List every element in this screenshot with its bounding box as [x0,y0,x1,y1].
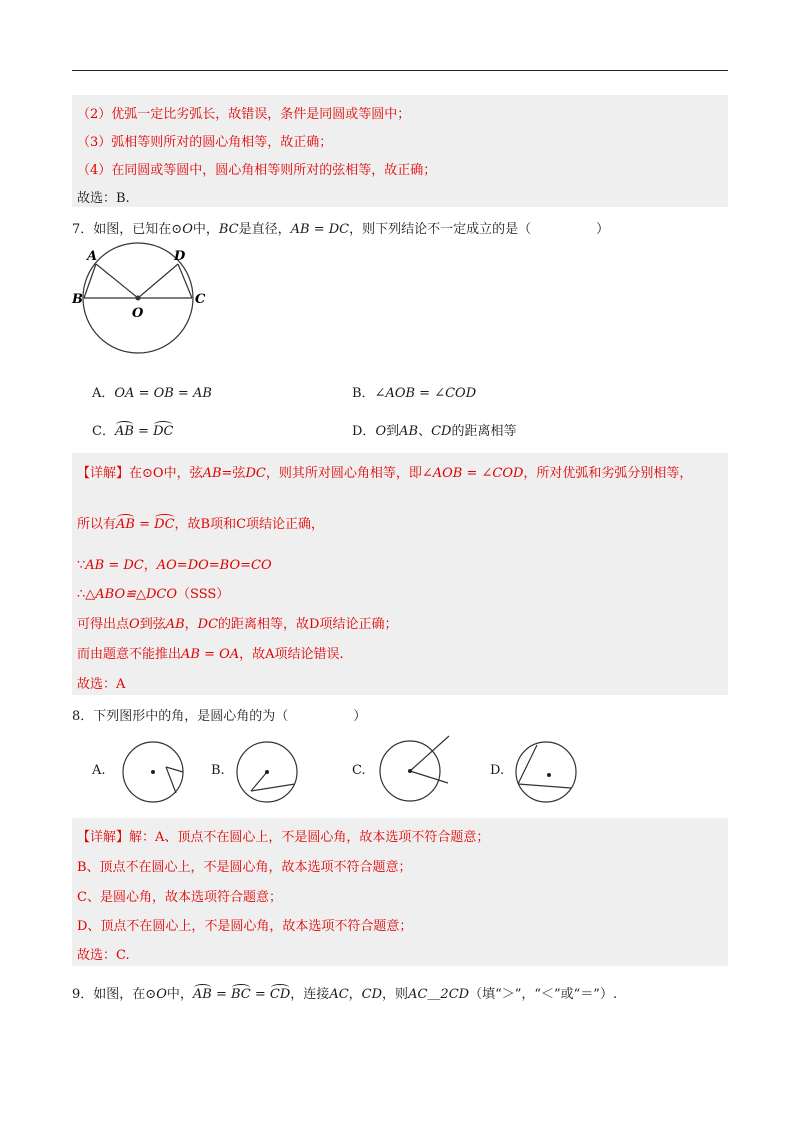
q8-option-b-label[interactable]: B. [211,763,225,778]
solution-line: ∴△ABO≌△DCO（SSS） [77,587,230,602]
center-point [136,296,141,301]
solution-block-q6 [72,95,728,207]
question-number: 7． [72,222,94,237]
label-b: B [72,292,83,307]
q7-circle-figure [70,240,220,360]
q8-option-c-label[interactable]: C. [352,763,366,778]
solution-block-q7 [72,453,728,695]
q7-option-a[interactable]: A．OA = OB = AB [92,386,212,401]
question-9: 9．如图，在⊙O中，AB = BC = CD，连接AC，CD，则AC＿2CD（填“＞”，“＜”或“＝”）. [72,987,618,1002]
question-8: 8．下列图形中的角，是圆心角的为（ ） [72,709,367,724]
solution-line: C、是圆心角，故本选项符合题意； [77,890,282,905]
question-number: 9． [72,987,94,1002]
solution-line: 【详解】解：A、顶点不在圆心上，不是圆心角，故本选项不符合题意； [77,830,490,845]
q8-option-a-label[interactable]: A. [92,763,106,778]
label-a: A [87,249,98,264]
solution-line: 可得出点O到弦AB，DC的距离相等，故D项结论正确； [77,617,398,632]
q8-option-c-figure[interactable] [376,733,466,809]
segment-ao [96,264,138,298]
circle-symbol: ⊙O [171,222,193,237]
answer-line: 故选：A [77,677,126,692]
solution-line: ∵AB = DC，AO=DO=BO=CO [77,558,272,573]
header-rule [72,70,728,71]
answer-line: 故选：C. [77,948,130,963]
q8-option-b-figure[interactable] [234,739,304,809]
q7-option-b[interactable]: B．∠AOB = ∠COD [352,386,477,401]
solution-line: （2）优弧一定比劣弧长，故错误，条件是同圆或等圆中； [77,107,411,122]
label-d: D [174,249,186,264]
q7-option-d[interactable]: D．O到AB、CD的距离相等 [352,424,517,439]
solution-block-q8 [72,818,728,966]
q7-option-c[interactable]: C．AB = DC [92,424,174,439]
solution-line: B、顶点不在圆心上，不是圆心角，故本选项不符合题意； [77,860,412,875]
question-number: 8． [72,709,94,724]
solution-line: （4）在同圆或等圆中，圆心角相等则所对的弦相等，故正确； [77,163,437,178]
circle-symbol: ⊙O [145,987,167,1002]
q8-option-a-figure[interactable] [120,739,190,809]
solution-line: 而由题意不能推出AB = OA，故A项结论错误. [77,647,344,662]
segment-do [138,264,178,298]
label-c: C [195,292,206,307]
label-o: O [132,306,144,321]
solution-line: 所以有AB = DC，故B项和C项结论正确， [77,517,325,532]
answer-line: 故选：B. [77,191,130,206]
answer-blank[interactable]: ＿ [427,987,441,1002]
q8-option-d-figure[interactable] [513,739,583,809]
solution-line: D、顶点不在圆心上，不是圆心角，故本选项不符合题意； [77,919,413,934]
solution-line: （3）弧相等则所对的圆心角相等，故正确； [77,135,333,150]
question-7: 7．如图，已知在⊙O中，BC是直径，AB = DC，则下列结论不一定成立的是（ ） [72,222,610,237]
q8-option-d-label[interactable]: D. [490,763,505,778]
solution-line: 【详解】在⊙O中，弦AB=弦DC，则其所对圆心角相等，即∠AOB = ∠COD，所对优弧和劣弧分别相等， [77,466,693,481]
